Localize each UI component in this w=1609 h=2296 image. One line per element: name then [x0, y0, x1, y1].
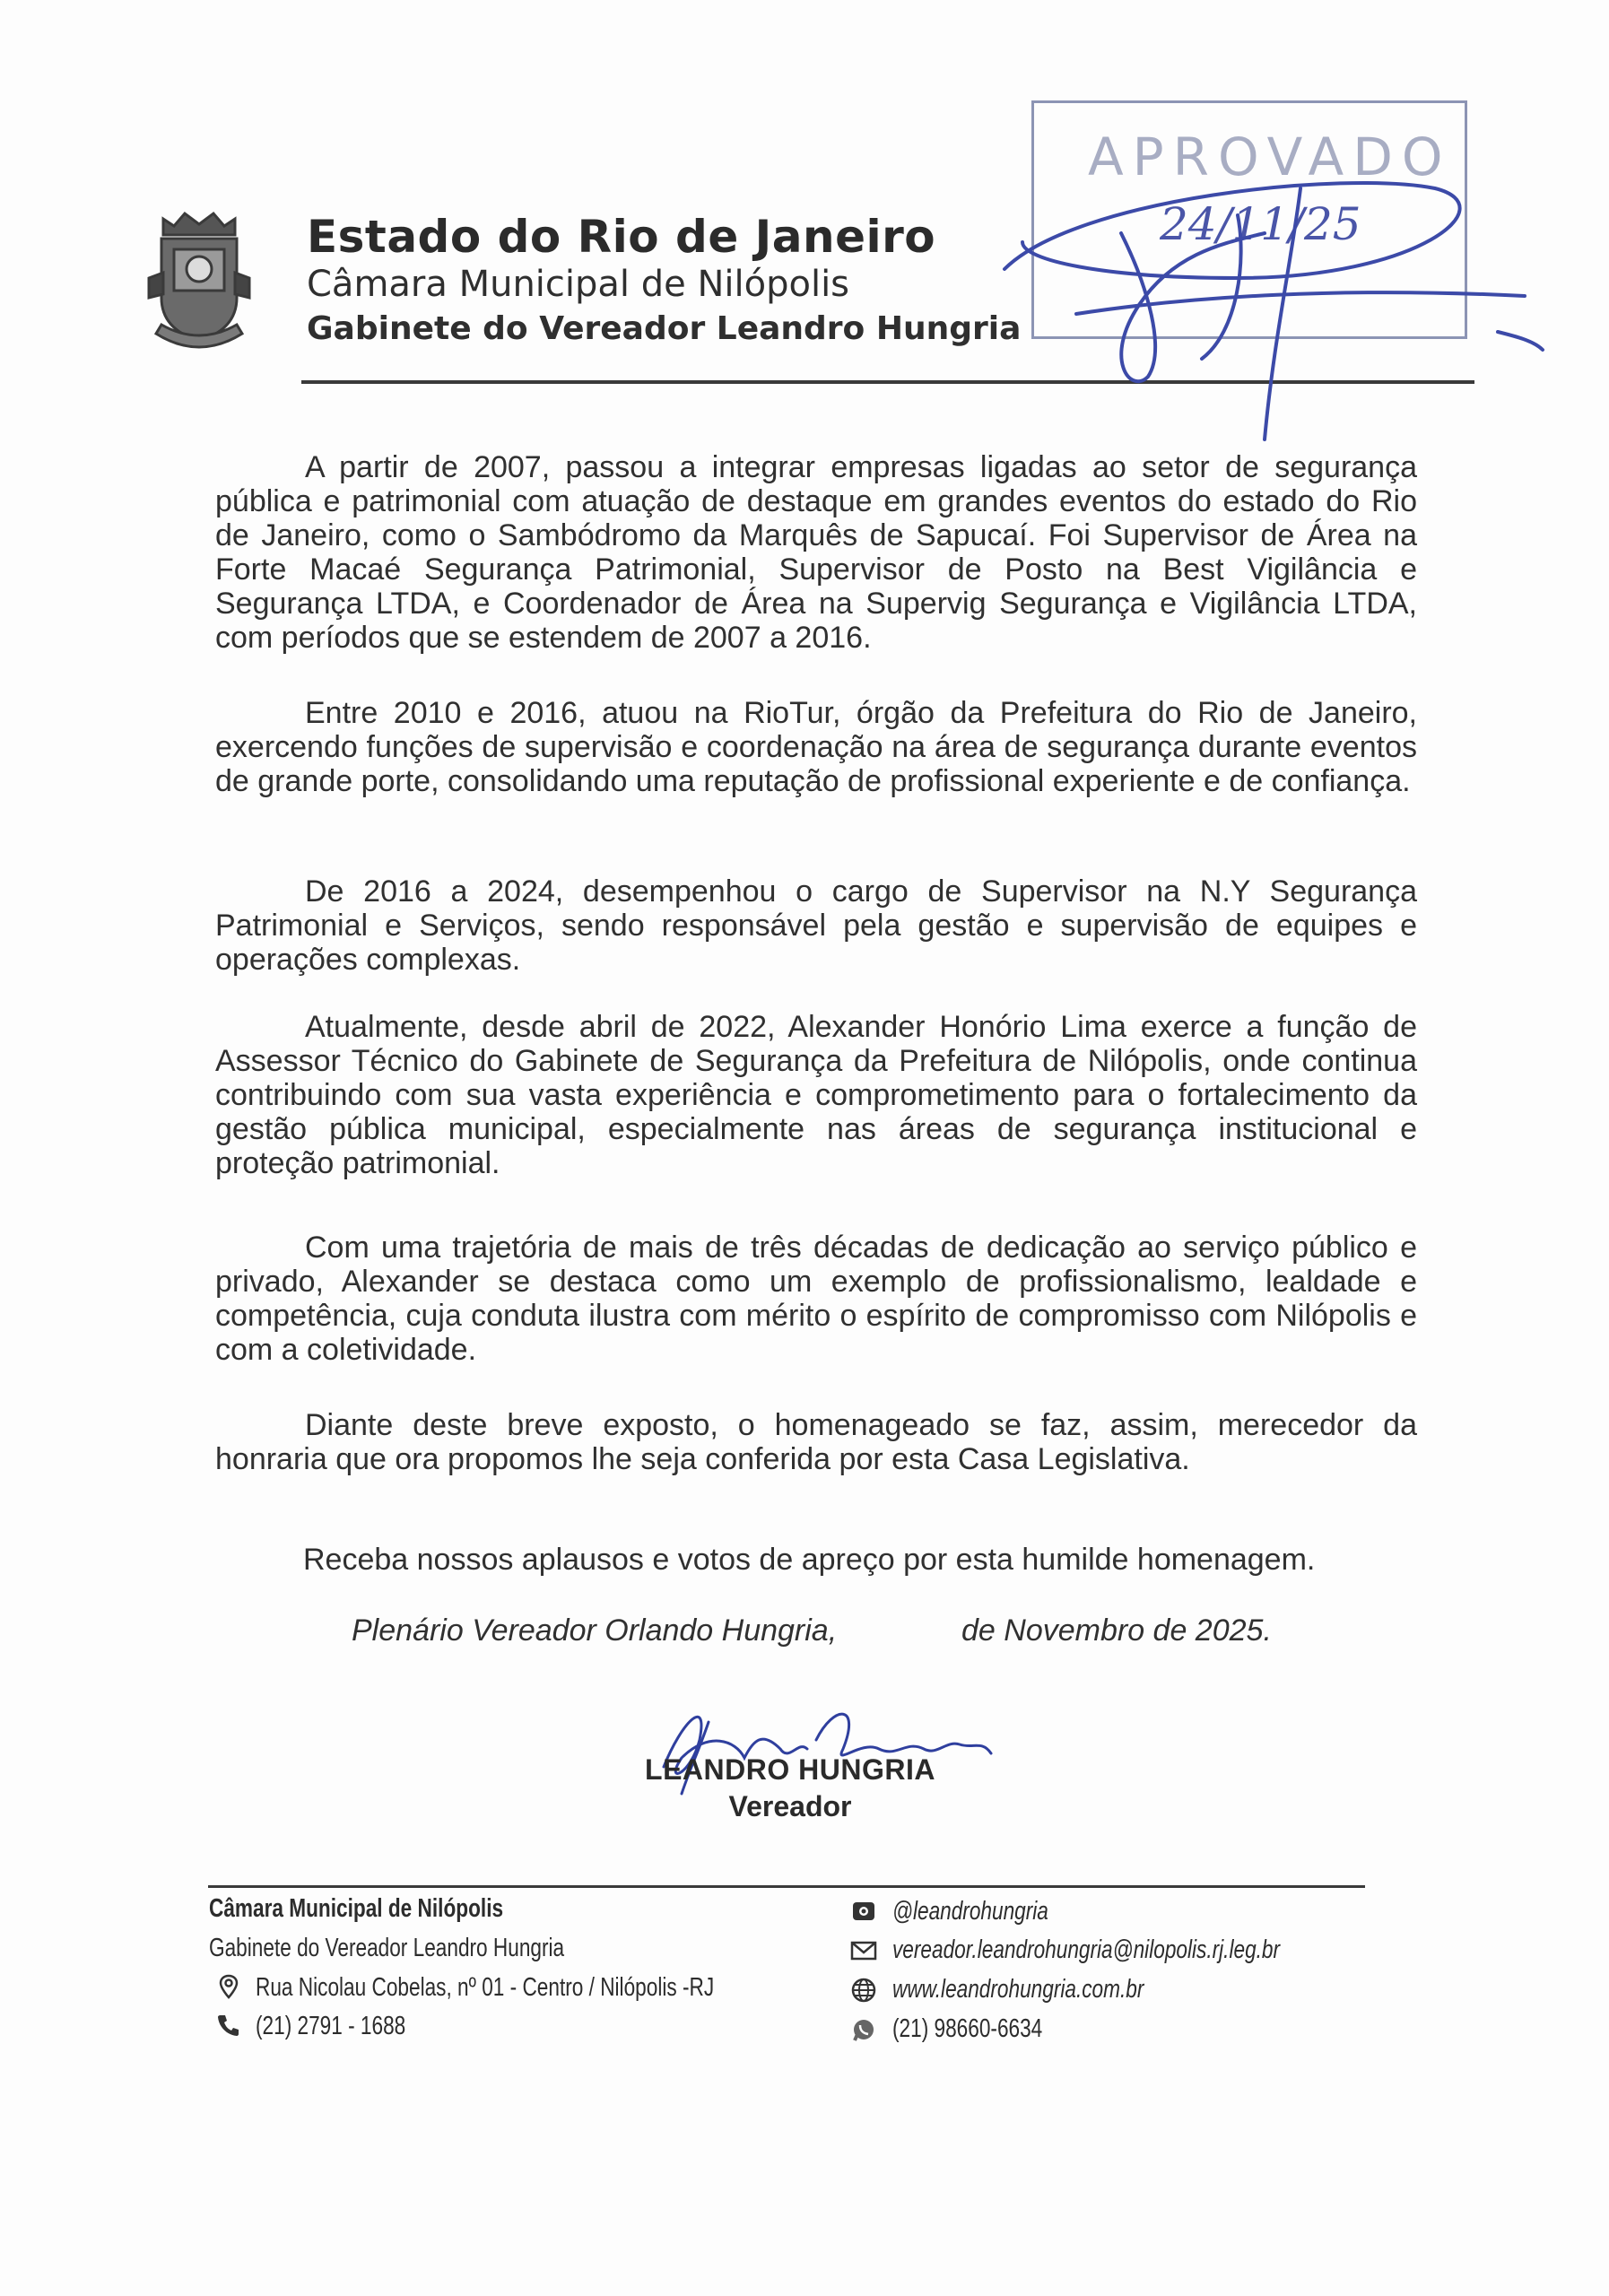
footer-office: Gabinete do Vereador Leandro Hungria: [209, 1934, 565, 1962]
footer-phone: (21) 2791 - 1688: [256, 2012, 406, 2040]
body-paragraph-5: [215, 1231, 1417, 1367]
header-chamber: Câmara Municipal de Nilópolis: [307, 264, 850, 305]
date-line: de Novembro de 2025.: [961, 1613, 1272, 1648]
header-state: Estado do Rio de Janeiro: [307, 211, 936, 263]
header-office: Gabinete do Vereador Leandro Hungria: [307, 310, 1022, 347]
footer-whatsapp[interactable]: (21) 98660-6634: [892, 2014, 1043, 2043]
footer-chamber: Câmara Municipal de Nilópolis: [209, 1894, 504, 1923]
place-line: Plenário Vereador Orlando Hungria,: [352, 1613, 838, 1648]
phone-icon: [215, 2012, 242, 2039]
location-pin-icon: [215, 1973, 242, 2000]
body-paragraph-1: [215, 450, 1417, 655]
globe-icon: [850, 1977, 877, 2004]
paragraph-text: Entre 2010 e 2016, atuou na RioTur, órgão da Prefeitura do Rio de Janeiro, exercendo funções de supervisão e coordenação na área de segurança durante eventos de grande porte, consolidando uma reputação de profissional experiente e de confiança.: [215, 696, 1417, 798]
footer-address: Rua Nicolau Cobelas, nº 01 - Centro / Nilópolis -RJ: [256, 1973, 715, 2002]
stamp-word: APROVADO: [1088, 126, 1452, 187]
signer-role: Vereador: [728, 1790, 852, 1822]
footer-instagram[interactable]: @leandrohungria: [892, 1897, 1048, 1926]
body-paragraph-6: [215, 1408, 1417, 1476]
signer-name: LEANDRO HUNGRIA: [645, 1753, 935, 1786]
stamp-date: 24/11/25: [1160, 198, 1361, 250]
paragraph-text: De 2016 a 2024, desempenhou o cargo de Supervisor na N.Y Segurança Patrimonial e Serviços, sendo responsável pela gestão e supervisão de equipes e operações complexas.: [215, 874, 1417, 977]
body-paragraph-3: [215, 874, 1417, 977]
whatsapp-icon: [850, 2016, 877, 2043]
body-paragraph-4: [215, 1010, 1417, 1180]
paragraph-text: Diante deste breve exposto, o homenageado se faz, assim, merecedor da honraria que ora propomos lhe seja conferida por esta Casa Legislativa.: [215, 1408, 1417, 1476]
paragraph-text: Com uma trajetória de mais de três décadas de dedicação ao serviço público e privado, Alexander se destaca como um exemplo de profissionalismo, lealdade e competência, cuja conduta ilustra com mérito o espírito de compromisso com Nilópolis e com a coletividade.: [215, 1231, 1417, 1367]
paragraph-text: Atualmente, desde abril de 2022, Alexander Honório Lima exerce a função de Assessor Técnico do Gabinete de Segurança da Prefeitura de Nilópolis, onde continua contribuindo com sua vasta experiência e comprometimento para o fortalecimento da gestão pública municipal, especialmente nas áreas de segurança institucional e proteção patrimonial.: [215, 1010, 1417, 1180]
closing-line: Receba nossos aplausos e votos de apreço por esta humilde homenagem.: [303, 1543, 1316, 1577]
coat-of-arms-icon: [144, 208, 256, 356]
paragraph-text: A partir de 2007, passou a integrar empresas ligadas ao setor de segurança pública e patrimonial com atuação de destaque em grandes eventos do estado do Rio de Janeiro, como o Sambódromo da Marquês de Sapucaí. Foi Supervisor de Área na Forte Macaé Segurança Patrimonial, Supervisor de Posto na Best Vigilância e Segurança LTDA, e Coordenador de Área na Supervig Segurança e Vigilância LTDA, com períodos que se estendem de 2007 a 2016.: [215, 450, 1417, 655]
instagram-icon: [850, 1898, 877, 1925]
approval-signature-icon: [969, 135, 1561, 457]
body-paragraph-2: [215, 696, 1417, 798]
footer-divider: [208, 1885, 1365, 1888]
email-icon: [850, 1937, 877, 1964]
footer-website[interactable]: www.leandrohungria.com.br: [892, 1975, 1144, 2004]
footer-email[interactable]: vereador.leandrohungria@nilopolis.rj.leg.br: [892, 1935, 1281, 1964]
